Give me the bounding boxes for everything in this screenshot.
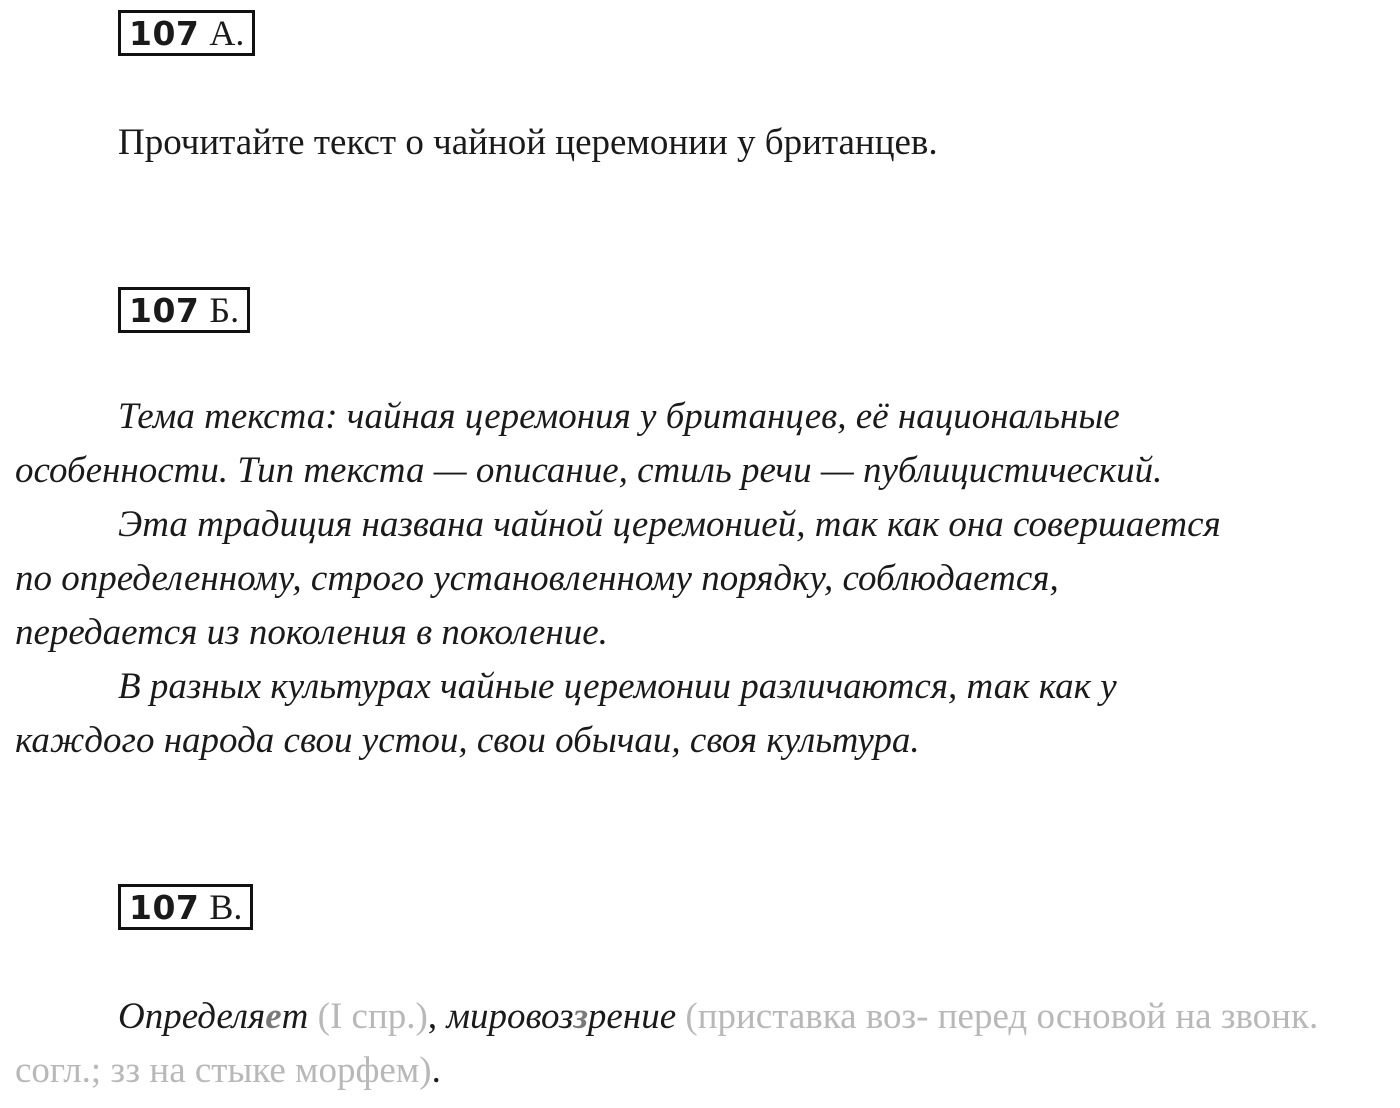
grammar-note: согл.; зз на стыке морфем) xyxy=(15,1050,432,1091)
text-line: особенности. Тип текста — описание, стиль речи — публицистический. xyxy=(15,450,1163,491)
paragraph-tradition xyxy=(15,498,1385,660)
highlighted-letter: з xyxy=(573,996,588,1037)
text-line: передается из поколения в поколение. xyxy=(15,612,608,653)
section-label-107b xyxy=(118,287,250,333)
word-part: мировоз xyxy=(446,996,574,1037)
grammar-note: (приставка воз- перед основой на звонк. xyxy=(676,996,1319,1037)
instruction-text: Прочитайте текст о чайной церемонии у британцев. xyxy=(118,122,938,163)
exercise-number: 107 xyxy=(129,887,200,927)
text-line: каждого народа свои устои, свои обычаи, своя культура. xyxy=(15,720,920,761)
word-part: Определя xyxy=(118,996,266,1037)
exercise-number: 107 xyxy=(129,290,200,330)
exercise-number: 107 xyxy=(129,13,200,53)
separator: , xyxy=(427,996,447,1037)
end-punctuation: . xyxy=(431,1050,441,1091)
word-part: т xyxy=(281,996,309,1037)
answer-text-b xyxy=(15,390,1385,768)
paragraph-cultures xyxy=(15,660,1385,768)
grammar-note: (I спр.) xyxy=(308,996,428,1037)
highlighted-letter: е xyxy=(265,996,282,1037)
text-line: Эта традиция названа чайной церемонией, так как она совершается xyxy=(118,504,1221,545)
section-label-107a xyxy=(118,10,255,56)
exercise-letter: В. xyxy=(209,887,243,927)
text-line: В разных культурах чайные церемонии различаются, так как у xyxy=(118,666,1117,707)
word-part: рение xyxy=(587,996,677,1037)
word-opredelyaet xyxy=(118,996,308,1037)
section-label-107c xyxy=(118,884,253,930)
word-mirovozzrenie xyxy=(446,996,676,1037)
answer-text-c xyxy=(15,990,1385,1098)
paragraph-spelling xyxy=(15,990,1385,1098)
text-line: Тема текста: чайная церемония у британцев, её национальные xyxy=(118,396,1120,437)
paragraph-theme xyxy=(15,390,1385,498)
exercise-letter: Б. xyxy=(209,290,240,330)
text-line: по определенному, строго установленному порядку, соблюдается, xyxy=(15,558,1059,599)
exercise-letter: А. xyxy=(209,13,245,53)
